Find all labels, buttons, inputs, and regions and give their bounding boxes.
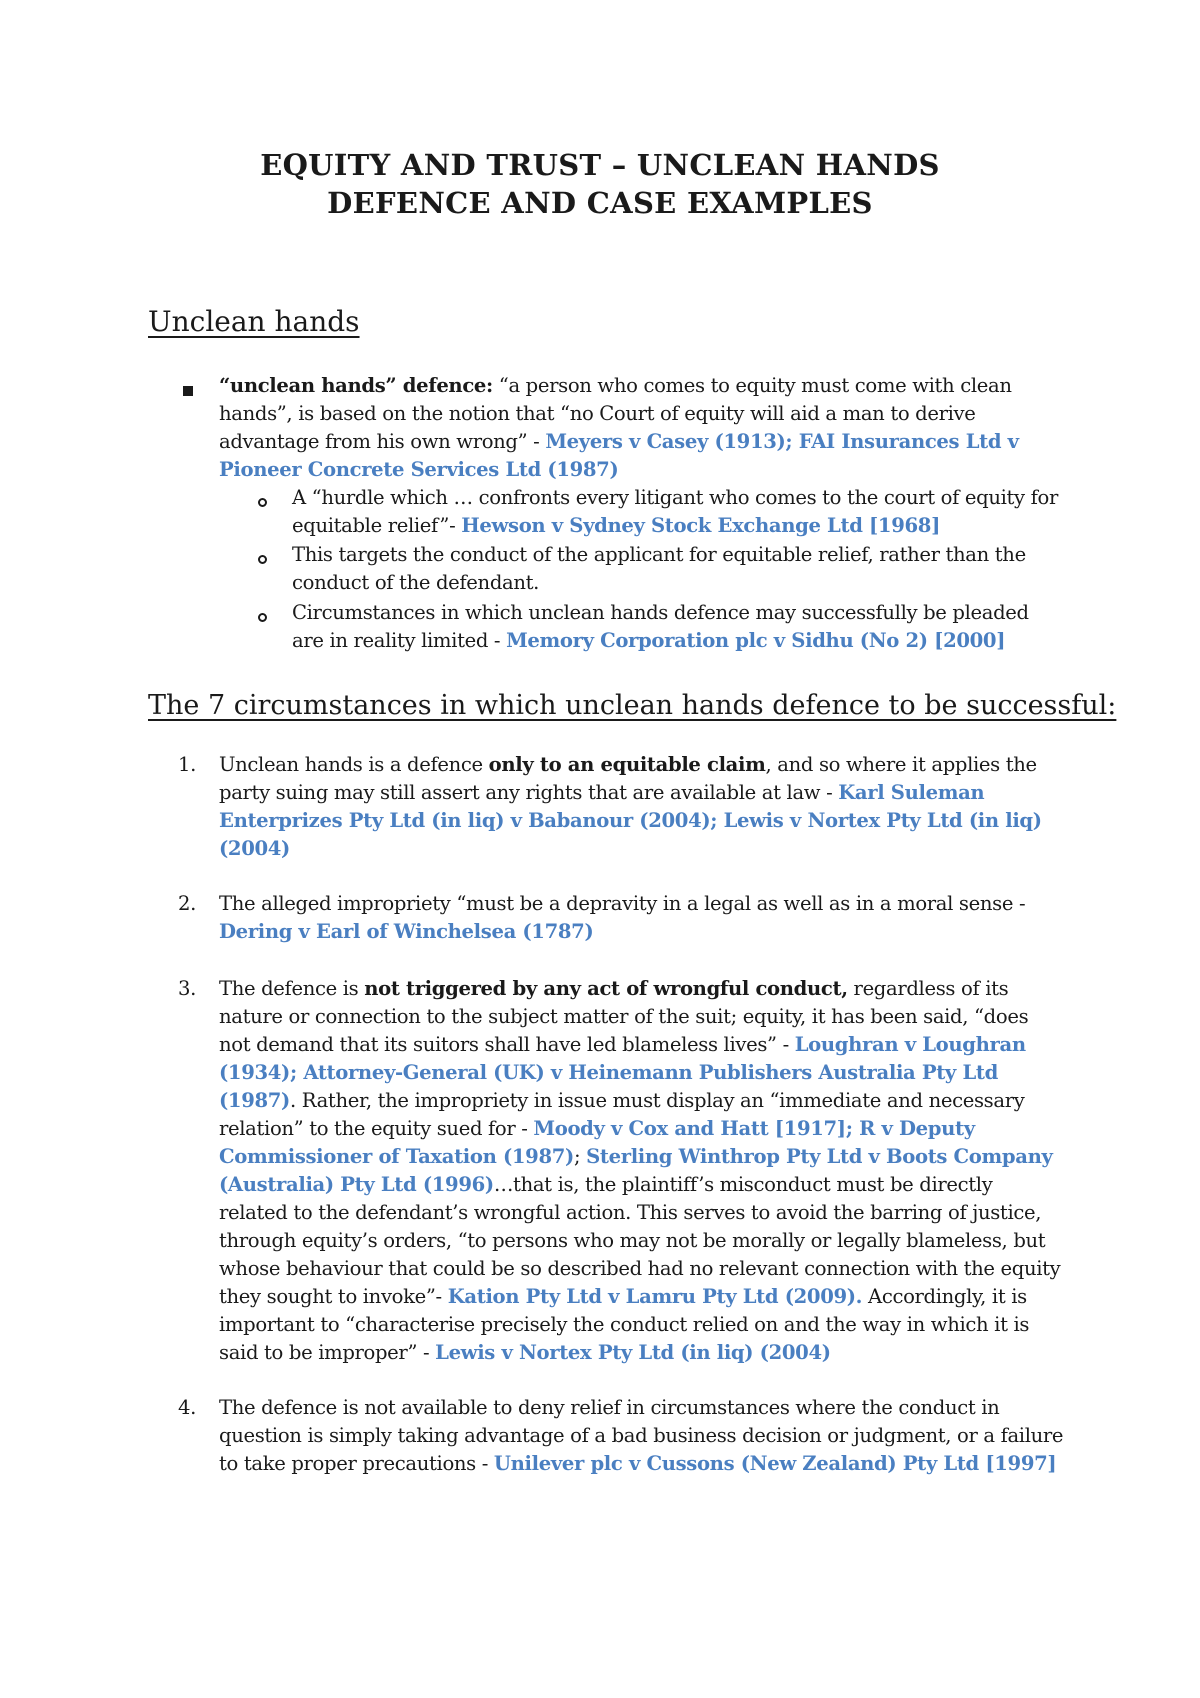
citation: Sterling Winthrop Pty Ltd v Boots Company (Australia) Pty Ltd (1996) <box>219 1145 1053 1196</box>
bullet-text: “a person who comes to equity must come with clean hands”, is based on the notion that “no Court of equity will aid a man to derive advantage from his own wrong” - <box>219 374 1012 453</box>
sub-item: This targets the conduct of the applicant for equitable relief, rather than the conduct of the defendant. <box>292 543 1026 594</box>
citation: Lewis v Nortex Pty Ltd (in liq) (2004) <box>435 1341 831 1364</box>
section-heading-seven-circumstances: The 7 circumstances in which unclean hands defence to be successful: <box>148 690 1117 721</box>
list-item: The alleged impropriety “must be a depravity in a legal as well as in a moral sense - Dering v Earl of Winchelsea (1787) <box>219 892 1026 943</box>
citation: Karl Suleman Enterprizes Pty Ltd (in liq) v Babanour (2004); Lewis v Nortex Pty Ltd (in liq) (2004) <box>219 781 1042 860</box>
citation: Kation Pty Ltd v Lamru Pty Ltd (2009). <box>447 1285 863 1308</box>
citation: Dering v Earl of Winchelsea (1787) <box>219 920 594 943</box>
circle-bullet-icon <box>258 498 267 507</box>
section-heading-unclean-hands: Unclean hands <box>148 305 360 338</box>
list-number: 4. <box>178 1396 196 1419</box>
citation: Hewson v Sydney Stock Exchange Ltd [1968] <box>461 514 940 537</box>
list-number: 1. <box>178 753 196 776</box>
citation: Moody v Cox and Hatt [1917]; R v Deputy Commissioner of Taxation (1987) <box>219 1117 975 1168</box>
citation: Meyers v Casey (1913); FAI Insurances Ltd v Pioneer Concrete Services Ltd (1987) <box>219 430 1019 481</box>
document-title <box>0 146 1200 222</box>
list-number: 3. <box>178 977 196 1000</box>
bullet-paragraph <box>219 372 1059 484</box>
sub-item: A “hurdle which … confronts every litigant who comes to the court of equity for equitable relief”- Hewson v Sydney Stock Exchange Ltd [1968] <box>292 486 1059 537</box>
square-bullet-icon <box>183 386 193 396</box>
circle-bullet-icon <box>258 555 267 564</box>
circle-bullet-icon <box>258 613 267 622</box>
citation: Loughran v Loughran (1934); Attorney-General (UK) v Heinemann Publishers Australia Pty Ltd (1987) <box>219 1033 1026 1112</box>
list-number: 2. <box>178 892 196 915</box>
title-line-2: DEFENCE AND CASE EXAMPLES <box>327 186 873 220</box>
citation: Memory Corporation plc v Sidhu (No 2) [2000] <box>506 629 1006 652</box>
list-item: The defence is not available to deny relief in circumstances where the conduct in question is simply taking advantage of a bad business decision or judgment, or a failure to take proper precautions - Unilever plc v Cussons (New Zealand) Pty Ltd [1997] <box>219 1396 1064 1475</box>
title-line-1: EQUITY AND TRUST – UNCLEAN HANDS <box>260 148 940 182</box>
list-item: The defence is not triggered by any act of wrongful conduct, regardless of its nature or connection to the subject matter of the suit; equity, it has been said, “does not demand that its suitors shall have led blameless lives” - Loughran v Loughran (1934); Attorney-General (UK) v Heinemann Publishers Australia Pty Ltd (1987). Rather, the impropriety in issue must display an “immediate and necessary relation” to the equity sued for - Moody v Cox and Hatt [1917]; R v Deputy Commissioner of Taxation (1987); Sterling Winthrop Pty Ltd v Boots Company (Australia) Pty Ltd (1996)…that is, the plaintiff’s misconduct must be directly related to the defendant’s wrongful action. This serves to avoid the barring of justice, through equity’s orders, “to persons who may not be morally or legally blameless, but whose behaviour that could be so described had no relevant connection with the equity they sought to invoke”- Kation Pty Ltd v Lamru Pty Ltd (2009). Accordingly, it is important to “characterise precisely the conduct relied on and the way in which it is said to be improper” - Lewis v Nortex Pty Ltd (in liq) (2004) <box>219 977 1061 1364</box>
list-item: Unclean hands is a defence only to an equitable claim, and so where it applies the party suing may still assert any rights that are available at law - Karl Suleman Enterprizes Pty Ltd (in liq) v Babanour (2004); Lewis v Nortex Pty Ltd (in liq) (2004) <box>219 753 1042 860</box>
defence-term: “unclean hands” defence: <box>219 374 493 397</box>
citation: Unilever plc v Cussons (New Zealand) Pty Ltd [1997] <box>493 1452 1057 1475</box>
sub-item: Circumstances in which unclean hands defence may successfully be pleaded are in reality limited - Memory Corporation plc v Sidhu (No 2) [2000] <box>292 601 1029 652</box>
